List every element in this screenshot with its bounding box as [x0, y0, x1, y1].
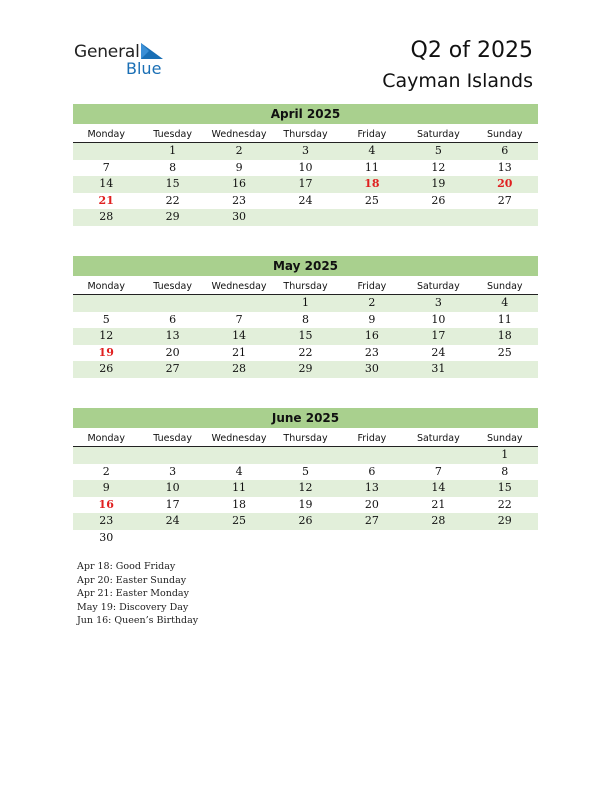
- month-april: [73, 104, 538, 226]
- calendar-grid: [73, 431, 538, 547]
- day-cell: 17: [405, 328, 471, 345]
- day-cell: [405, 209, 471, 226]
- day-cell: 23: [73, 513, 139, 530]
- month-title: April 2025: [73, 104, 538, 124]
- day-cell: 24: [431, 345, 446, 359]
- day-cell: [206, 447, 272, 464]
- day-cell: 29: [472, 513, 538, 530]
- weekday-header: Friday: [339, 279, 405, 295]
- day-cell: [272, 530, 338, 547]
- weekday-header: Tuesday: [139, 127, 205, 143]
- day-cell: 7: [434, 464, 442, 478]
- day-cell: 1: [272, 295, 338, 312]
- day-cell: 24: [139, 513, 205, 530]
- day-cell: [73, 295, 139, 312]
- holiday-note: Apr 20: Easter Sunday: [77, 574, 187, 586]
- day-cell: 19: [405, 176, 471, 193]
- day-cell: 29: [272, 361, 338, 378]
- day-cell: 4: [339, 143, 405, 160]
- holiday-notes: [77, 560, 198, 628]
- day-cell: 20: [472, 176, 538, 193]
- day-cell: [472, 209, 538, 226]
- weekday-header: Friday: [339, 431, 405, 447]
- weekday-header: Wednesday: [206, 279, 272, 295]
- day-cell: 1: [139, 143, 205, 160]
- day-cell: 23: [364, 345, 379, 359]
- day-cell: 5: [102, 312, 110, 326]
- day-cell: 19: [98, 345, 114, 359]
- day-cell: 26: [73, 361, 139, 378]
- day-cell: 6: [472, 143, 538, 160]
- weekday-header: Monday: [73, 127, 139, 143]
- day-cell: 28: [405, 513, 471, 530]
- day-cell: 24: [298, 193, 313, 207]
- day-cell: 20: [165, 345, 180, 359]
- day-cell: [206, 295, 272, 312]
- day-cell: 11: [497, 312, 512, 326]
- day-cell: 14: [206, 328, 272, 345]
- day-cell: 22: [298, 345, 313, 359]
- day-cell: 9: [235, 160, 243, 174]
- month-may: [73, 256, 538, 378]
- weekday-header: Thursday: [272, 127, 338, 143]
- month-title: May 2025: [73, 256, 538, 276]
- weekday-header: Tuesday: [139, 431, 205, 447]
- month-title: June 2025: [73, 408, 538, 428]
- day-cell: 7: [102, 160, 110, 174]
- day-cell: 10: [298, 160, 313, 174]
- day-cell: 5: [301, 464, 309, 478]
- day-cell: 15: [472, 480, 538, 497]
- day-cell: [73, 447, 139, 464]
- day-cell: 20: [364, 497, 379, 511]
- day-cell: 12: [431, 160, 446, 174]
- day-cell: 5: [405, 143, 471, 160]
- weekday-header: Sunday: [472, 127, 538, 143]
- weekday-header: Saturday: [405, 279, 471, 295]
- day-cell: 18: [232, 497, 247, 511]
- logo-blue-text: Blue: [126, 59, 162, 78]
- month-june: [73, 408, 538, 547]
- day-cell: 13: [139, 328, 205, 345]
- day-cell: 11: [364, 160, 379, 174]
- day-cell: [272, 447, 338, 464]
- day-cell: [206, 530, 272, 547]
- holiday-note: Apr 21: Easter Monday: [77, 588, 189, 600]
- day-cell: 3: [169, 464, 177, 478]
- day-cell: [405, 447, 471, 464]
- day-cell: 26: [431, 193, 446, 207]
- day-cell: [339, 209, 405, 226]
- holiday-note: Jun 16: Queen’s Birthday: [77, 615, 199, 627]
- day-cell: 9: [73, 480, 139, 497]
- day-cell: 28: [73, 209, 139, 226]
- weekday-header: Wednesday: [206, 127, 272, 143]
- day-cell: 1: [472, 447, 538, 464]
- day-cell: 18: [339, 176, 405, 193]
- day-cell: [272, 209, 338, 226]
- day-cell: [472, 361, 538, 378]
- logo-flag-icon: [141, 43, 163, 59]
- weekday-header: Saturday: [405, 127, 471, 143]
- day-cell: 25: [364, 193, 379, 207]
- weekday-header: Wednesday: [206, 431, 272, 447]
- day-cell: 14: [405, 480, 471, 497]
- day-cell: 2: [102, 464, 110, 478]
- day-cell: 15: [139, 176, 205, 193]
- holiday-note: May 19: Discovery Day: [77, 601, 189, 613]
- day-cell: 2: [339, 295, 405, 312]
- day-cell: 27: [339, 513, 405, 530]
- day-cell: 29: [139, 209, 205, 226]
- page-title: Q2 of 2025: [410, 38, 533, 63]
- logo: [74, 42, 174, 78]
- day-cell: 12: [73, 328, 139, 345]
- day-cell: 16: [98, 497, 114, 511]
- day-cell: 21: [431, 497, 446, 511]
- day-cell: 14: [73, 176, 139, 193]
- day-cell: 2: [206, 143, 272, 160]
- day-cell: [139, 295, 205, 312]
- day-cell: 8: [501, 464, 509, 478]
- weekday-header: Tuesday: [139, 279, 205, 295]
- day-cell: 3: [405, 295, 471, 312]
- day-cell: 26: [272, 513, 338, 530]
- day-cell: 3: [272, 143, 338, 160]
- day-cell: [339, 447, 405, 464]
- day-cell: 13: [497, 160, 512, 174]
- weekday-header: Saturday: [405, 431, 471, 447]
- day-cell: 12: [272, 480, 338, 497]
- day-cell: 16: [339, 328, 405, 345]
- day-cell: 13: [339, 480, 405, 497]
- weekday-header: Friday: [339, 127, 405, 143]
- day-cell: 23: [232, 193, 247, 207]
- calendar-grid: [73, 279, 538, 378]
- calendar-grid: [73, 127, 538, 226]
- day-cell: 17: [272, 176, 338, 193]
- weekday-header: Sunday: [472, 279, 538, 295]
- day-cell: 10: [139, 480, 205, 497]
- day-cell: [472, 530, 538, 547]
- day-cell: 11: [206, 480, 272, 497]
- weekday-header: Thursday: [272, 431, 338, 447]
- weekday-header: Sunday: [472, 431, 538, 447]
- day-cell: 21: [98, 193, 114, 207]
- day-cell: 31: [405, 361, 471, 378]
- day-cell: 10: [431, 312, 446, 326]
- day-cell: 16: [206, 176, 272, 193]
- day-cell: 22: [497, 497, 512, 511]
- day-cell: 25: [497, 345, 512, 359]
- day-cell: [339, 530, 405, 547]
- day-cell: 6: [368, 464, 376, 478]
- day-cell: 19: [298, 497, 313, 511]
- day-cell: 30: [206, 209, 272, 226]
- day-cell: 30: [99, 530, 114, 544]
- day-cell: 8: [169, 160, 177, 174]
- day-cell: 4: [235, 464, 243, 478]
- weekday-header: Monday: [73, 431, 139, 447]
- day-cell: 9: [368, 312, 376, 326]
- day-cell: [73, 143, 139, 160]
- day-cell: 17: [165, 497, 180, 511]
- day-cell: 21: [232, 345, 247, 359]
- day-cell: [139, 530, 205, 547]
- day-cell: 18: [472, 328, 538, 345]
- day-cell: 28: [206, 361, 272, 378]
- day-cell: [139, 447, 205, 464]
- day-cell: 15: [272, 328, 338, 345]
- weekday-header: Thursday: [272, 279, 338, 295]
- weekday-header: Monday: [73, 279, 139, 295]
- day-cell: 27: [497, 193, 512, 207]
- day-cell: 22: [165, 193, 180, 207]
- day-cell: 4: [472, 295, 538, 312]
- day-cell: 7: [235, 312, 243, 326]
- holiday-note: Apr 18: Good Friday: [77, 561, 176, 572]
- day-cell: 25: [206, 513, 272, 530]
- day-cell: 27: [139, 361, 205, 378]
- day-cell: 30: [339, 361, 405, 378]
- page-subtitle: Cayman Islands: [382, 70, 533, 92]
- day-cell: 6: [169, 312, 177, 326]
- logo-general-text: General: [74, 42, 140, 62]
- day-cell: [405, 530, 471, 547]
- day-cell: 8: [301, 312, 309, 326]
